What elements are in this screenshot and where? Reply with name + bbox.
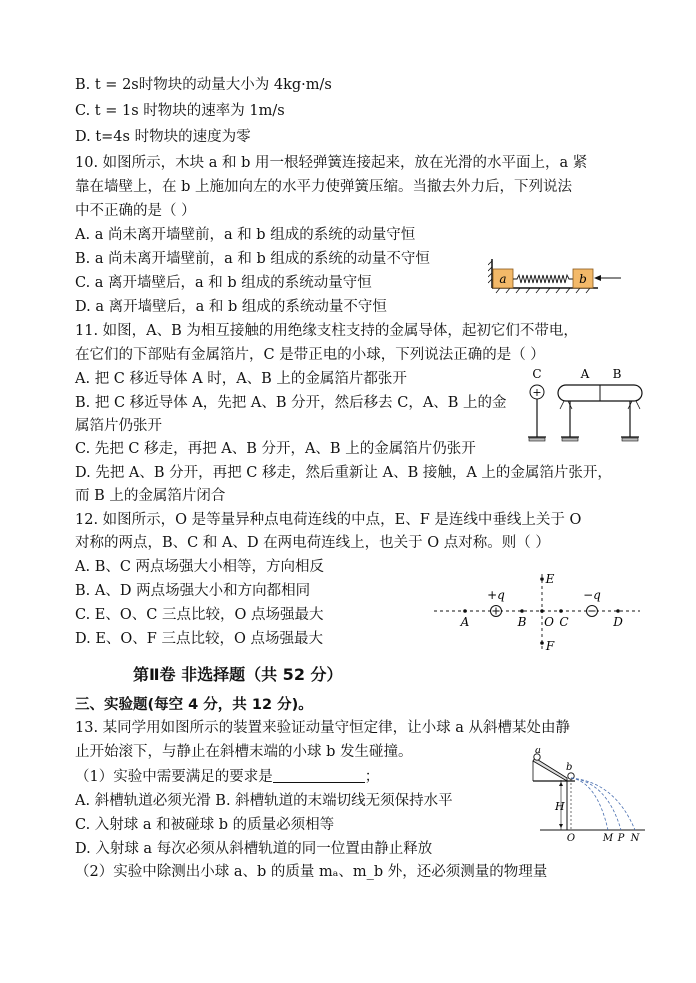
neg-charge-label: −q	[583, 588, 601, 602]
chute	[533, 758, 567, 781]
point-b-label: B	[517, 615, 527, 629]
question-13-stem: 13. 某同学用如图所示的装置来验证动量守恒定律，让小球 a 从斜槽某处由静	[75, 720, 571, 736]
figure-q11-conductors	[520, 365, 650, 447]
option-line: A. 把 C 移近导体 A 时，A、B 上的金属箔片都张开	[75, 371, 407, 387]
point-o-label: O	[544, 615, 554, 629]
subquestion-text: （1）实验中需要满足的要求是	[75, 769, 273, 785]
question-10-stem: 中不正确的是（ ）	[75, 203, 196, 219]
blank-suffix: ；	[364, 769, 380, 785]
part-title: 三、实验题(每空 4 分，共 12 分)。	[75, 697, 313, 713]
block-b-label: b	[579, 272, 587, 286]
point-e-label: E	[545, 572, 555, 586]
option-line: 属箔片仍张开	[75, 418, 162, 434]
subquestion-line: （2）实验中除测出小球 a、b 的质量 mₐ、m_b 外，还必须测量的物理量	[75, 864, 548, 880]
point-d-label: D	[613, 615, 623, 629]
point-f-label: F	[545, 639, 555, 653]
point-a-label: A	[460, 615, 470, 629]
height-label: H	[555, 800, 565, 813]
option-line: B. t = 2s时物块的动量大小为 4kg·m/s	[75, 77, 332, 93]
answer-blank[interactable]	[273, 768, 365, 783]
ball-b-label: b	[566, 762, 573, 773]
option-line: B. 把 C 移近导体 A，先把 A、B 分开，然后移去 C，A、B 上的金	[75, 395, 507, 411]
question-12-stem: 12. 如图所示，O 是等量异种点电荷连线的中点，E、F 是连线中垂线上关于 O	[75, 512, 582, 528]
mark-m: M	[602, 833, 614, 844]
figure-q13-chute	[515, 748, 650, 844]
question-11-stem: 在它们的下部贴有金属箔片，C 是带正电的小球，下列说法正确的是（ ）	[75, 347, 545, 363]
section-title: 第Ⅱ卷 非选择题（共 52 分）	[133, 665, 343, 684]
option-line: C. 先把 C 移走，再把 A、B 分开，A、B 上的金属箔片仍张开	[75, 441, 476, 457]
option-line: A. a 尚未离开墙壁前，a 和 b 组成的系统的动量守恒	[75, 227, 416, 243]
option-line: B. A、D 两点场强大小和方向都相同	[75, 583, 311, 599]
option-line: C. t = 1s 时物块的速率为 1m/s	[75, 103, 285, 119]
label-a: A	[580, 367, 590, 381]
label-b: B	[612, 367, 622, 381]
option-line: D. 入射球 a 每次必须从斜槽轨道的同一位置由静止释放	[75, 841, 433, 857]
mark-p: P	[617, 833, 625, 844]
option-line: A. B、C 两点场强大小相等，方向相反	[75, 559, 325, 575]
option-line: D. 先把 A、B 分开，再把 C 移走，然后重新让 A、B 接触，A 上的金属箔片张开，	[75, 465, 612, 481]
option-line: A. 斜槽轨道必须光滑 B. 斜槽轨道的末端切线无须保持水平	[75, 793, 453, 809]
option-line: 而 B 上的金属箔片闭合	[75, 488, 226, 504]
option-line: C. 入射球 a 和被碰球 b 的质量必须相等	[75, 817, 335, 833]
option-line: B. a 尚未离开墙壁前，a 和 b 组成的系统的动量不守恒	[75, 251, 430, 267]
spring	[513, 275, 573, 283]
option-line: C. E、O、C 三点比较，O 点场强最大	[75, 607, 324, 623]
pos-charge-label: +q	[487, 588, 505, 602]
option-line: D. E、O、F 三点比较，O 点场强最大	[75, 631, 323, 647]
question-12-stem: 对称的两点，B、C 和 A、D 在两电荷连线上，也关于 O 点对称。则（ ）	[75, 535, 550, 551]
label-c: C	[532, 367, 542, 381]
mark-n: N	[630, 833, 640, 844]
option-line: D. a 离开墙壁后，a 和 b 组成的系统动量不守恒	[75, 299, 387, 315]
figure-q12-point-charges	[430, 568, 645, 656]
question-10-stem: 靠在墙壁上，在 b 上施加向左的水平力使弹簧压缩。当撤去外力后，下列说法	[75, 179, 572, 195]
option-line: C. a 离开墙壁后，a 和 b 组成的系统动量守恒	[75, 275, 372, 291]
question-13-stem: 止开始滚下，与静止在斜槽末端的小球 b 发生碰撞。	[75, 744, 413, 760]
mark-o: O	[566, 833, 576, 844]
figure-q10-spring-blocks	[488, 255, 623, 295]
option-line: D. t=4s 时物块的速度为零	[75, 129, 251, 145]
subquestion-line	[75, 767, 379, 787]
plus-sign: +	[532, 386, 542, 399]
question-10-stem: 10. 如图所示，木块 a 和 b 用一根轻弹簧连接起来，放在光滑的水平面上，a 紧	[75, 155, 588, 171]
ball-a-label: a	[535, 748, 541, 756]
question-11-stem: 11. 如图，A、B 为相互接触的用绝缘支柱支持的金属导体，起初它们不带电，	[75, 323, 578, 339]
point-c-label: C	[559, 615, 569, 629]
block-a-label: a	[499, 272, 507, 286]
